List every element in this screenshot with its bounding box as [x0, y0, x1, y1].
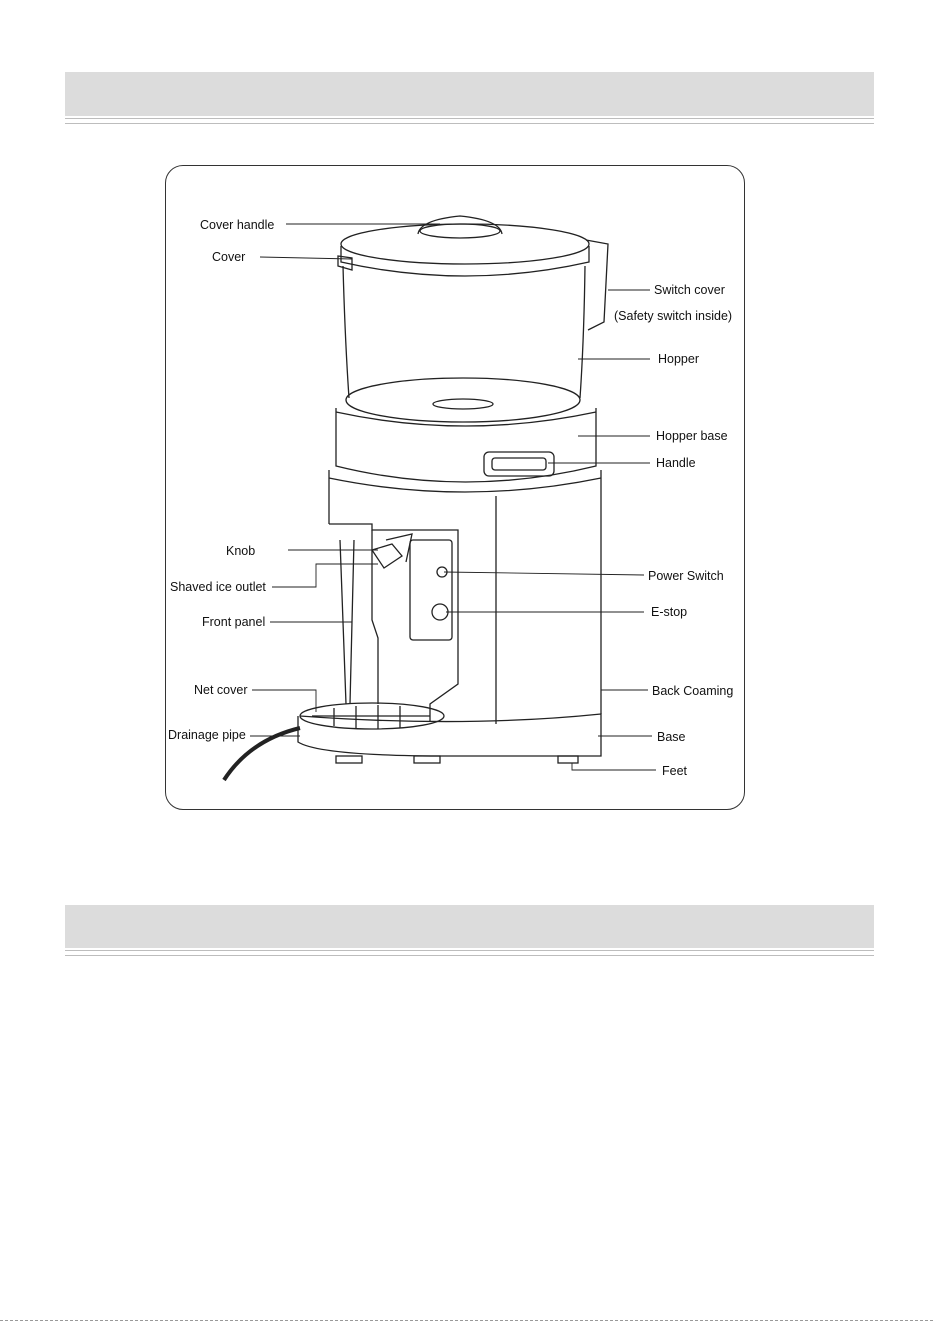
part-labels — [168, 218, 733, 778]
body-shape — [329, 470, 601, 714]
label-shaved-ice-outlet: Shaved ice outlet — [170, 580, 266, 594]
cover-shape — [341, 224, 589, 264]
machine-drawing — [224, 216, 608, 780]
foot-shape — [558, 756, 578, 763]
label-switch-cover: Switch cover — [654, 283, 725, 297]
label-power-switch: Power Switch — [648, 569, 724, 583]
label-net-cover: Net cover — [194, 683, 248, 697]
foot-shape — [336, 756, 362, 763]
label-knob: Knob — [226, 544, 256, 558]
label-safety-switch: (Safety switch inside) — [614, 309, 733, 323]
section-header-bar-2 — [65, 905, 874, 948]
label-handle: Handle — [656, 456, 696, 470]
label-front-panel: Front panel — [202, 615, 266, 629]
label-e-stop: E-stop — [651, 605, 688, 619]
label-drainage-pipe: Drainage pipe — [168, 728, 246, 742]
base-shape — [298, 714, 601, 756]
foot-shape — [414, 756, 440, 763]
page-bottom-edge — [0, 1320, 933, 1321]
label-feet: Feet — [662, 764, 688, 778]
label-hopper-base: Hopper base — [656, 429, 728, 443]
label-back-coaming: Back Coaming — [652, 684, 734, 698]
label-cover: Cover — [212, 250, 246, 264]
e-stop-shape — [432, 604, 448, 620]
label-cover-handle: Cover handle — [200, 218, 275, 232]
section-header-rule-2 — [65, 950, 874, 956]
label-base: Base — [657, 730, 686, 744]
label-hopper: Hopper — [658, 352, 699, 366]
handle-shape — [484, 452, 554, 476]
